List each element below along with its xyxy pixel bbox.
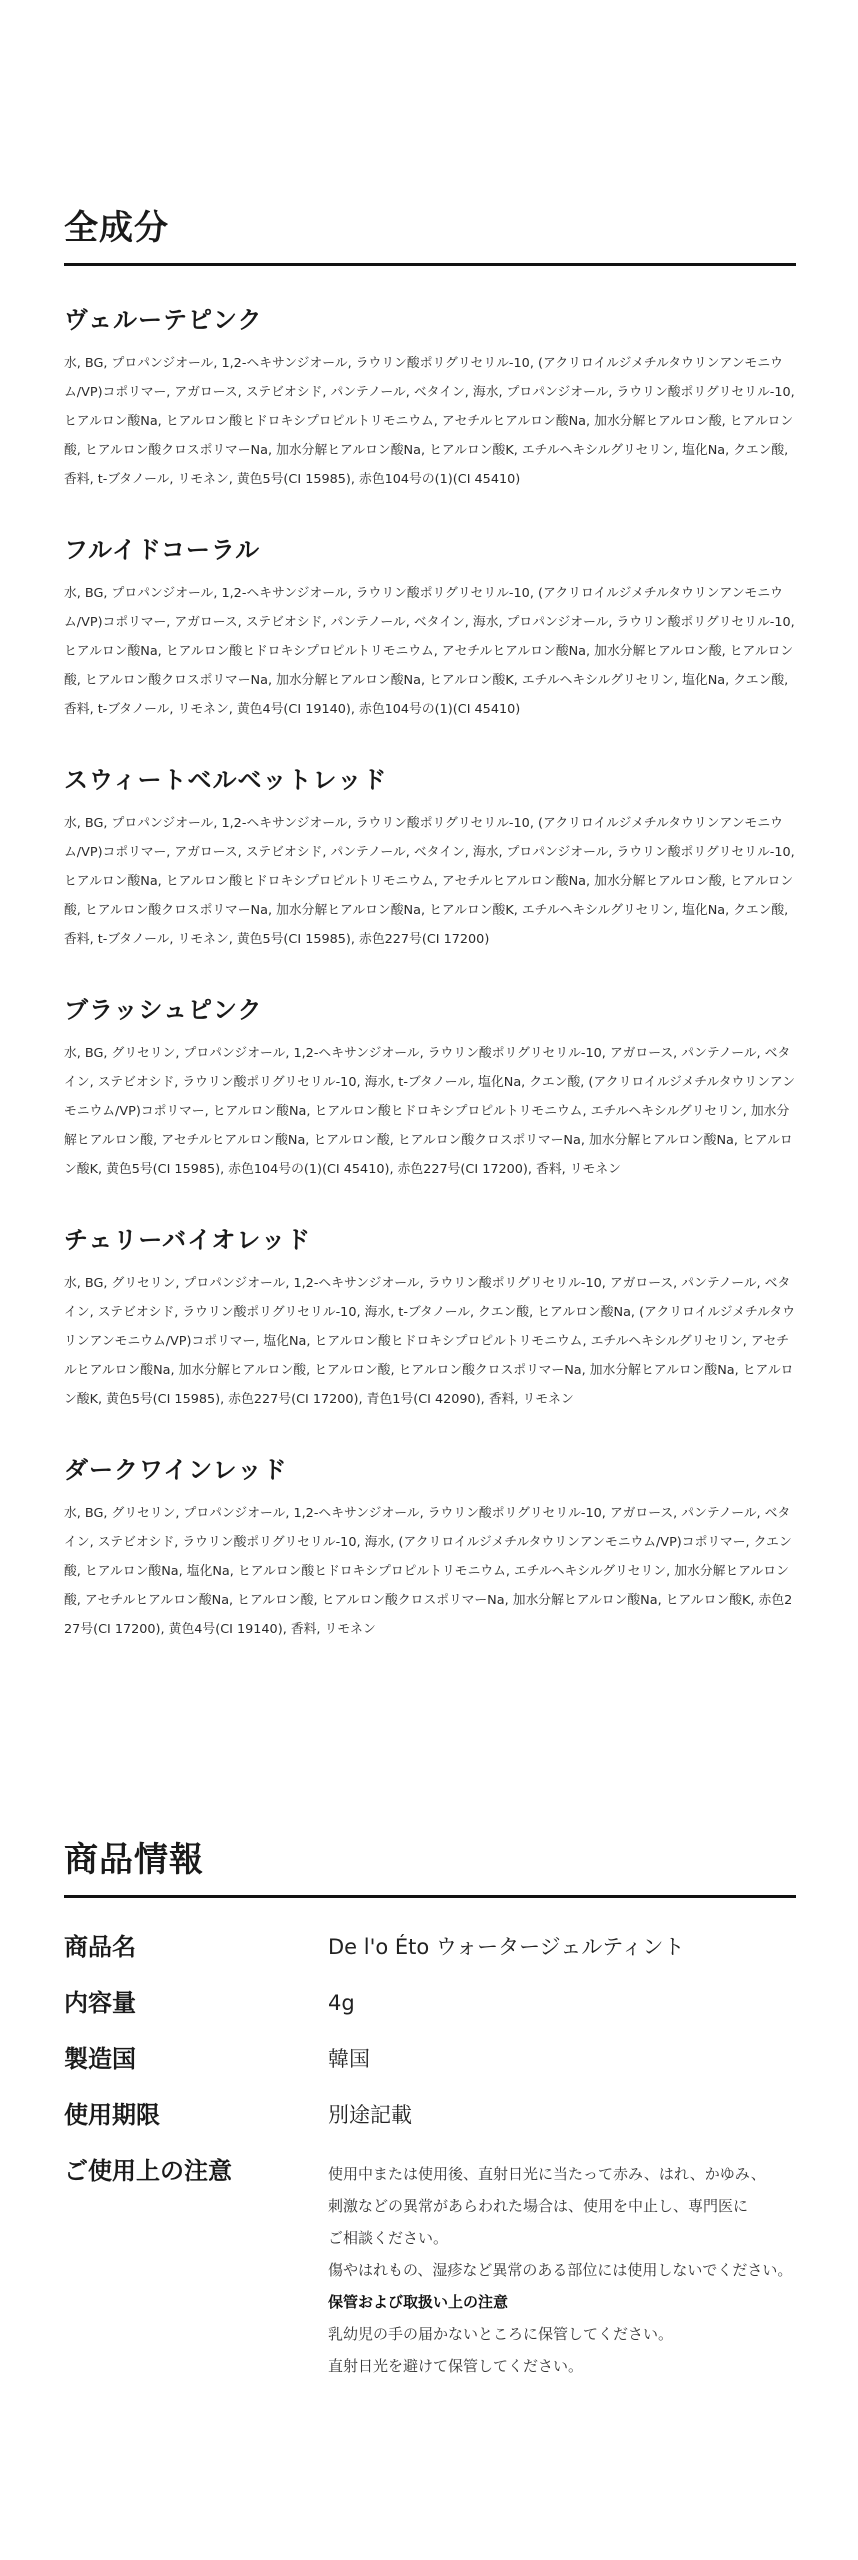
info-row-product-name	[64, 1918, 796, 1974]
shade-block	[64, 1450, 796, 1644]
product-info-section	[64, 1832, 796, 2394]
shade-ingredients: 水, BG, プロパンジオール, 1,2-ヘキサンジオール, ラウリン酸ポリグリセリル-10, (アクリロイルジメチルタウリンアンモニウム/VP)コポリマー, アガロース, ステビオシド, パンテノール, ベタイン, 海水, プロパンジオール, ラウリン酸ポリグリセリル-10, ヒアルロン酸Na, ヒアルロン酸ヒドロキシプロピルトリモニウム, アセチルヒアルロン酸Na, 加水分解ヒアルロン酸, ヒアルロン酸, ヒアルロン酸クロスポリマーNa, 加水分解ヒアルロン酸Na, ヒアルロン酸K, エチルヘキシルグリセリン, 塩化Na, クエン酸, 香料, t-ブタノール, リモネン, 黄色5号(CI 15985), 赤色227号(CI 17200)	[64, 816, 795, 947]
shade-ingredients: 水, BG, グリセリン, プロパンジオール, 1,2-ヘキサンジオール, ラウリン酸ポリグリセリル-10, アガロース, パンテノール, ベタイン, ステビオシド, ラウリン酸ポリグリセリル-10, 海水, t-ブタノール, 塩化Na, クエン酸, (アクリロイルジメチルタウリンアンモニウム/VP)コポリマー, ヒアルロン酸Na, ヒアルロン酸ヒドロキシプロピルトリモニウム, エチルヘキシルグリセリン, 加水分解ヒアルロン酸, アセチルヒアルロン酸Na, ヒアルロン酸, ヒアルロン酸クロスポリマーNa, 加水分解ヒアルロン酸Na, ヒアルロン酸K, 黄色5号(CI 15985), 赤色104号の(1)(CI 45410), 赤色227号(CI 17200), 香料, リモネン	[64, 1046, 795, 1177]
info-row-volume	[64, 1974, 796, 2030]
info-row-expiry	[64, 2086, 796, 2142]
ingredients-section	[64, 200, 796, 1644]
storage-line: 直射日光を避けて保管してください。	[328, 2357, 584, 2375]
shade-block	[64, 530, 796, 724]
shade-ingredients: 水, BG, プロパンジオール, 1,2-ヘキサンジオール, ラウリン酸ポリグリセリル-10, (アクリロイルジメチルタウリンアンモニウム/VP)コポリマー, アガロース, ステビオシド, パンテノール, ベタイン, 海水, プロパンジオール, ラウリン酸ポリグリセリル-10, ヒアルロン酸Na, ヒアルロン酸ヒドロキシプロピルトリモニウム, アセチルヒアルロン酸Na, 加水分解ヒアルロン酸, ヒアルロン酸, ヒアルロン酸クロスポリマーNa, 加水分解ヒアルロン酸Na, ヒアルロン酸K, エチルヘキシルグリセリン, 塩化Na, クエン酸, 香料, t-ブタノール, リモネン, 黄色5号(CI 15985), 赤色104号の(1)(CI 45410)	[64, 356, 795, 487]
caution-line: 傷やはれもの、湿疹など異常のある部位には使用しないでください。	[328, 2261, 793, 2279]
storage-heading: 保管および取扱い上の注意	[328, 2293, 509, 2311]
info-value: De l'o Éto ウォータージェルティント	[328, 1935, 685, 1959]
shade-name: ヴェルーテピンク	[64, 306, 263, 334]
shade-name: フルイドコーラル	[64, 536, 261, 564]
shade-name: ブラッシュピンク	[64, 996, 263, 1024]
shade-block	[64, 300, 796, 494]
info-label: 製造国	[64, 2045, 136, 2073]
shade-block	[64, 990, 796, 1184]
info-value: 韓国	[328, 2047, 370, 2071]
shade-name: スウィートベルベットレッド	[64, 766, 388, 794]
caution-line: 使用中または使用後、直射日光に当たって赤み、はれ、かゆみ、	[328, 2165, 766, 2183]
cautions-text	[328, 2142, 796, 2394]
caution-line: 刺激などの異常があらわれた場合は、使用を中止し、専門医に	[328, 2197, 749, 2215]
shade-block	[64, 1220, 796, 1414]
shade-name: チェリーバイオレッド	[64, 1226, 312, 1254]
shade-name: ダークワインレッド	[64, 1456, 288, 1484]
product-info-table	[64, 1918, 796, 2394]
shade-ingredients: 水, BG, グリセリン, プロパンジオール, 1,2-ヘキサンジオール, ラウリン酸ポリグリセリル-10, アガロース, パンテノール, ベタイン, ステビオシド, ラウリン酸ポリグリセリル-10, 海水, t-ブタノール, クエン酸, ヒアルロン酸Na, (アクリロイルジメチルタウリンアンモニウム/VP)コポリマー, 塩化Na, ヒアルロン酸ヒドロキシプロピルトリモニウム, エチルヘキシルグリセリン, アセチルヒアルロン酸Na, 加水分解ヒアルロン酸, ヒアルロン酸, ヒアルロン酸クロスポリマーNa, 加水分解ヒアルロン酸Na, ヒアルロン酸K, 黄色5号(CI 15985), 赤色227号(CI 17200), 青色1号(CI 42090), 香料, リモネン	[64, 1276, 795, 1407]
info-row-cautions	[64, 2142, 796, 2394]
info-label: 使用期限	[64, 2101, 160, 2129]
info-value: 別途記載	[328, 2103, 412, 2127]
info-value: 4g	[328, 1991, 355, 2015]
info-label: 商品名	[64, 1933, 136, 1961]
shade-ingredients: 水, BG, グリセリン, プロパンジオール, 1,2-ヘキサンジオール, ラウリン酸ポリグリセリル-10, アガロース, パンテノール, ベタイン, ステビオシド, ラウリン酸ポリグリセリル-10, 海水, (アクリロイルジメチルタウリンアンモニウム/VP)コポリマー, クエン酸, ヒアルロン酸Na, 塩化Na, ヒアルロン酸ヒドロキシプロピルトリモニウム, エチルヘキシルグリセリン, 加水分解ヒアルロン酸, アセチルヒアルロン酸Na, ヒアルロン酸, ヒアルロン酸クロスポリマーNa, 加水分解ヒアルロン酸Na, ヒアルロン酸K, 赤色227号(CI 17200), 黄色4号(CI 19140), 香料, リモネン	[64, 1506, 793, 1637]
shade-ingredients: 水, BG, プロパンジオール, 1,2-ヘキサンジオール, ラウリン酸ポリグリセリル-10, (アクリロイルジメチルタウリンアンモニウム/VP)コポリマー, アガロース, ステビオシド, パンテノール, ベタイン, 海水, プロパンジオール, ラウリン酸ポリグリセリル-10, ヒアルロン酸Na, ヒアルロン酸ヒドロキシプロピルトリモニウム, アセチルヒアルロン酸Na, 加水分解ヒアルロン酸, ヒアルロン酸, ヒアルロン酸クロスポリマーNa, 加水分解ヒアルロン酸Na, ヒアルロン酸K, エチルヘキシルグリセリン, 塩化Na, クエン酸, 香料, t-ブタノール, リモネン, 黄色4号(CI 19140), 赤色104号の(1)(CI 45410)	[64, 586, 795, 717]
caution-line: ご相談ください。	[328, 2229, 449, 2247]
info-row-country	[64, 2030, 796, 2086]
shade-block	[64, 760, 796, 954]
storage-line: 乳幼児の手の届かないところに保管してください。	[328, 2325, 674, 2343]
info-label: 内容量	[64, 1989, 136, 2017]
ingredients-title: 全成分	[64, 200, 796, 266]
product-info-title: 商品情報	[64, 1832, 796, 1898]
info-label: ご使用上の注意	[64, 2157, 232, 2185]
